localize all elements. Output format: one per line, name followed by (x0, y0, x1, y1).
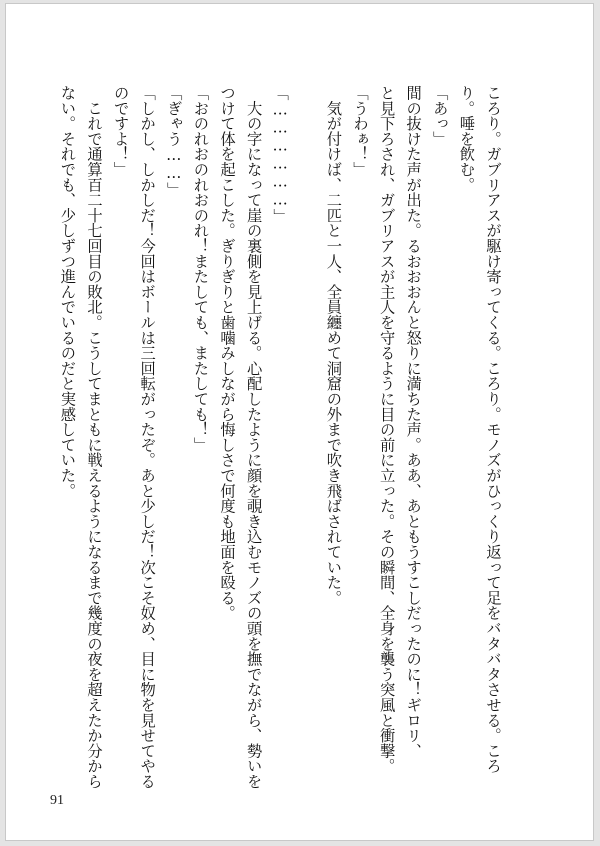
text-column: 「おのれおのれおのれ！またしても、またしても！」 (191, 85, 210, 453)
text-column: これで通算百二十七回目の敗北。こうしてまともに戦えるようになるまで幾度の夜を超えたか分から (85, 85, 103, 789)
text-column: と見下ろされ、ガブリアスが主人を守るように目の前に立った。その瞬間、全身を襲う突風と衝撃。 (377, 85, 396, 774)
text-column: 大の字になって崖の裏側を見上げる。心配したように顔を覗き込むモノズの頭を撫でながら、勢いを (244, 85, 263, 789)
text-column: り。唾を飲む。 (457, 85, 476, 193)
text-column: ない。それでも、少しずつ進んでいるのだと実感していた。 (58, 85, 77, 499)
text-column: つけて体を起こした。ぎりぎりと歯噛みしながら悔しさで何度も地面を殴る。 (218, 85, 236, 621)
text-column: 「………………」 (271, 85, 290, 224)
document-page (5, 3, 594, 841)
text-column: のですよ！」 (111, 85, 130, 177)
text-column: 「あっ」 (430, 85, 449, 147)
text-column: 「しかし、しかしだ！今回はボールは三回転がったぞ。あと少しだ！次こそ奴め、目に物を見せてやる (138, 85, 157, 789)
blank-column (294, 85, 320, 785)
text-column: 「ぎゃう……」 (164, 85, 183, 198)
page-number: 91 (50, 793, 64, 808)
text-column: 気が付けば、二匹と一人、全員纏めて洞窟の外まで吹き飛ばされていた。 (324, 85, 343, 606)
text-column: ころり。ガブリアスが駆け寄ってくる。ころり。モノズがひっくり返って足をバタバタさせる。ころ (484, 85, 502, 774)
text-column: 間の抜けた声が出た。るおおおんと怒りに満ちた声。ああ、あともうすこしだったのに！ギロリ、 (404, 85, 423, 759)
text-column: 「うわぁ！」 (351, 85, 369, 177)
